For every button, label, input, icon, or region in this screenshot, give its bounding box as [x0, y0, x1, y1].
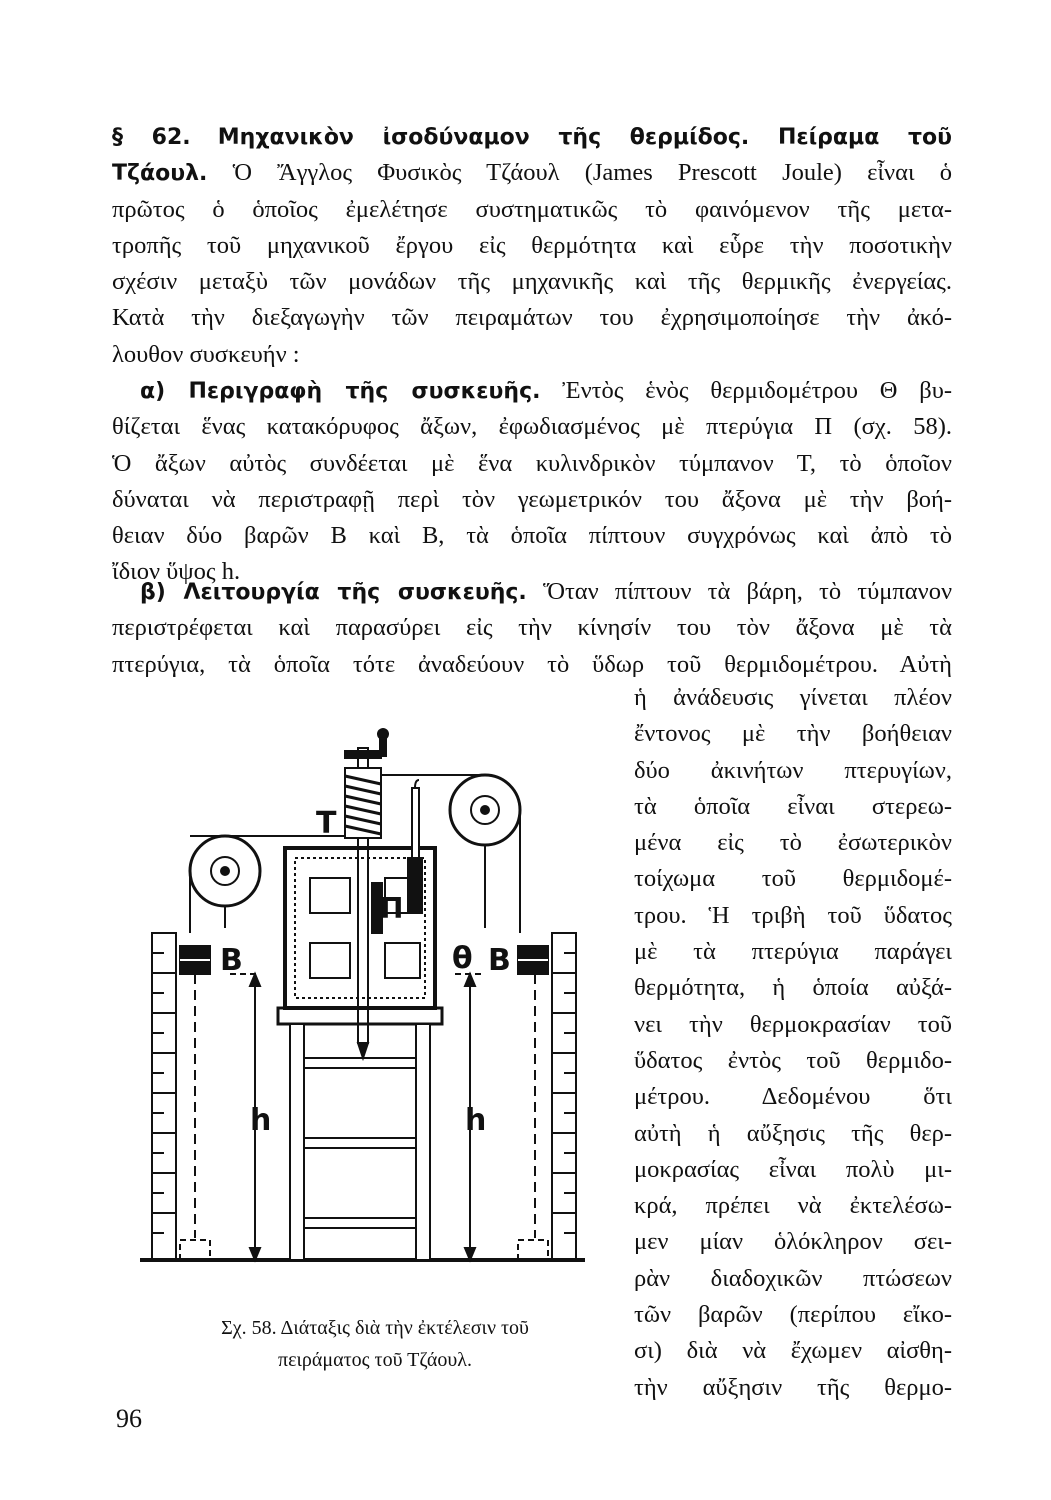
text-line: μὲ τὰ πτερύγια παράγει — [634, 938, 952, 966]
joule-apparatus-figure — [140, 718, 590, 1308]
label-T: T — [316, 806, 337, 841]
part-b-heading: β) Λειτουργία τῆς συσκευῆς. — [140, 580, 527, 605]
text-line: Κατὰ τὴν διεξαγωγὴν τῶν πειραμάτων του ἐχρησιμοποίησε τὴν ἀκό- — [112, 304, 952, 332]
figure-caption — [150, 1312, 600, 1376]
text-line: ρὰν διαδοχικῶν πτώσεων — [634, 1264, 952, 1292]
text-line: μένα εἰς τὸ ἐσωτερικὸν — [634, 829, 952, 857]
text-line: σι) διὰ νὰ ἔχωμεν αἰσθη- — [634, 1337, 952, 1365]
part-b-heading-line: β) Λειτουργία τῆς συσκευῆς. Ὅταν πίπτουν τὰ βάρη, τὸ τύμπανον — [140, 578, 953, 605]
text-line: ἴδιον ὕψος h. — [112, 558, 241, 586]
drum-T — [345, 768, 381, 838]
label-B-right: B — [488, 943, 511, 978]
text-line: πρῶτος ὁ ὁποῖος ἐμελέτησε συστηματικῶς τὸ φαινόμενον τῆς μετα- — [112, 195, 952, 223]
text-line: λουθον συσκευήν : — [112, 340, 300, 368]
part-a-heading: α) Περιγραφὴ τῆς συσκευῆς. — [140, 379, 541, 404]
text-line: μοκρασίας εἶναι πολὺ μι- — [634, 1155, 952, 1183]
section-title-continued: Τζάουλ. — [112, 161, 208, 187]
caption-line-1: Σχ. 58. Διάταξις διὰ τὴν ἐκτέλεσιν τοῦ — [221, 1317, 529, 1339]
section-title: Μηχανικὸν ἰσοδύναμον τῆς θερμίδος. Πείραμα τοῦ — [217, 125, 952, 150]
text-line: μέτρου. Δεδομένου ὅτι — [634, 1083, 952, 1111]
label-h-right: h — [465, 1103, 487, 1138]
text-line: τὰ ὁποῖα εἶναι στερεω- — [634, 792, 952, 820]
text-line: ὕδατος ἐντὸς τοῦ θερμιδο- — [634, 1046, 952, 1074]
text-line: περιστρέφεται καὶ παρασύρει εἰς τὴν κίνησίν του τὸν ἄξονα μὲ τὰ — [112, 614, 952, 642]
text-line: τὴν αὔξησιν τῆς θερμο- — [634, 1373, 952, 1401]
side-column-text — [634, 680, 952, 1406]
text-line: τροπῆς τοῦ μηχανικοῦ ἔργου εἰς θερμότητα καὶ εὗρε τὴν ποσοτικὴν — [112, 231, 952, 259]
text-line: ἔντονος μὲ τὴν βοήθειαν — [634, 720, 952, 748]
text-line: θερμότητα, ἡ ὁποία αὐξά- — [634, 974, 952, 1002]
text-line: δύναται νὰ περιστραφῇ περὶ τὸν γεωμετρικόν του ἄξονα μὲ τὴν βοή- — [112, 485, 952, 513]
label-P: Π — [380, 892, 404, 925]
text-line: Τζάουλ. Ὁ Ἄγγλος Φυσικὸς Τζάουλ (James Prescott Joule) εἶναι ὁ — [112, 159, 953, 187]
left-pulley — [190, 836, 260, 928]
text-line: Ὁ ἄξων αὐτὸς συνδέεται μὲ ἕνα κυλινδρικὸν τύμπανον Τ, τὸ ὁποῖον — [112, 449, 952, 477]
text-line: ἡ ἀνάδευσις γίνεται πλέον — [634, 684, 952, 711]
part-b-paragraph — [112, 574, 952, 683]
text-line: τρου. Ἡ τριβὴ τοῦ ὕδατος — [634, 901, 952, 929]
weight-right-B — [518, 946, 548, 974]
right-pulley — [450, 775, 520, 928]
text-line: αὐτὴ ἡ αὔξησις τῆς θερ- — [634, 1119, 952, 1147]
text-line: νει τὴν θερμοκρασίαν τοῦ — [634, 1010, 952, 1038]
text-line: θειαν δύο βαρῶν Β καὶ Β, τὰ ὁποῖα πίπτουν συγχρόνως καὶ ἀπὸ τὸ — [112, 522, 952, 550]
text-line: δύο ἀκινήτων πτερυγίων, — [634, 756, 952, 784]
right-weight-end — [518, 1240, 548, 1260]
left-weight-end — [180, 1240, 210, 1260]
weight-left-B — [180, 946, 210, 974]
section-number: § 62. — [112, 125, 191, 150]
intro-paragraph — [112, 119, 952, 373]
part-a-paragraph — [112, 373, 952, 591]
left-scale-ruler — [152, 933, 176, 1260]
section-heading-line — [112, 119, 952, 155]
text-line: πτερύγια, τὰ ὁποῖα τότε ἀναδεύουν τὸ ὕδωρ τοῦ θερμιδομέτρου. Αὐτὴ — [112, 650, 952, 678]
text-line: μεν μίαν ὁλόκληρον σει- — [634, 1228, 952, 1256]
page-number: 96 — [116, 1404, 142, 1433]
label-B-left: B — [220, 943, 243, 978]
label-theta: θ — [452, 941, 473, 976]
text-line: τῶν βαρῶν (περίπου εἴκο- — [634, 1301, 952, 1329]
text-line: θίζεται ἕνας κατακόρυφος ἄξων, ἐφωδιασμένος μὲ πτερύγια Π (σχ. 58). — [112, 413, 952, 441]
text-line: κρά, πρέπει νὰ ἐκτελέσω- — [634, 1192, 952, 1220]
text-line: τοίχωμα τοῦ θερμιδομέ- — [634, 865, 952, 893]
caption-line-2: πειράματος τοῦ Τζάουλ. — [278, 1349, 472, 1371]
text-line: σχέσιν μεταξὺ τῶν μονάδων τῆς μηχανικῆς καὶ τῆς θερμικῆς ἐνεργείας. — [112, 268, 952, 296]
right-scale-ruler — [552, 933, 576, 1260]
label-h-left: h — [250, 1103, 272, 1138]
part-a-heading-line: α) Περιγραφὴ τῆς συσκευῆς. Ἐντὸς ἑνὸς θερμιδομέτρου Θ βυ- — [140, 377, 952, 404]
